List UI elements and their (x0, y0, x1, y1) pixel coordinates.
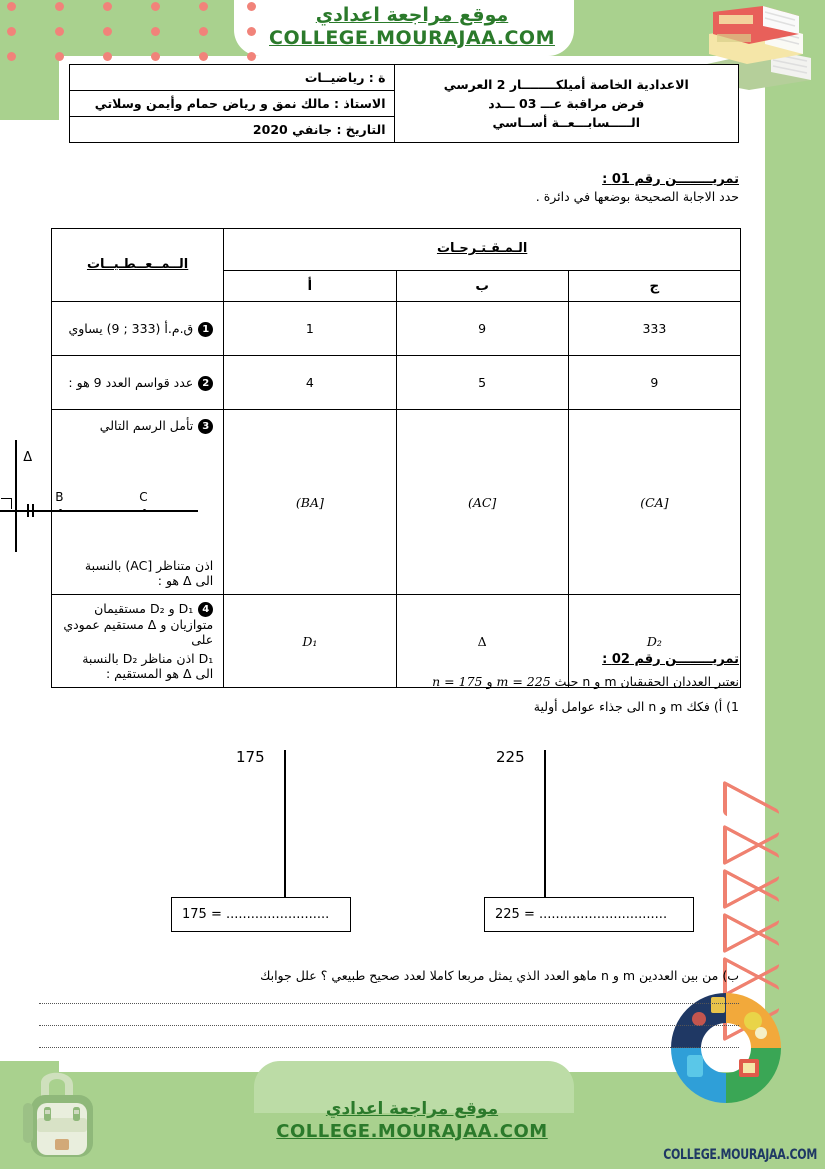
ex2-given-text: نعتبر العددان الحقيقيان m و n حيث (555, 674, 740, 689)
decorative-dot (248, 52, 257, 61)
exam-type-line2: الـــــسابـــعــة أســاسي (493, 115, 642, 130)
q3-question-text: تأمل الرسم التالي (100, 418, 195, 433)
tick-mark-3 (28, 504, 30, 517)
table-row (53, 356, 742, 410)
science-circle-icon (668, 989, 786, 1107)
site-banner (0, 4, 826, 50)
q1-option-b[interactable]: 9 (397, 302, 569, 356)
answer-rule-line-1[interactable] (40, 1003, 740, 1004)
exam-type-line1: فرض مراقبة عـــ 03 ـــدد (489, 96, 646, 111)
q2-question-text: عدد قواسم العدد 9 هو : (69, 374, 195, 390)
exercise-2-part-a: 1) أ) فكك m و n الى جذاء عوامل أولية (534, 699, 740, 714)
exercise-2-heading (340, 652, 740, 714)
exercise-1-instruction: حدد الاجابة الصحيحة بوضعها في دائرة . (536, 189, 740, 204)
table-row (71, 65, 740, 91)
factor-tree-225 (485, 748, 615, 898)
column-letter-j: ج (569, 271, 741, 302)
q4-option-a[interactable]: D₁ (225, 595, 397, 688)
q3-question-cell (24, 410, 225, 595)
ex2-value-n: n = 175 (433, 674, 484, 689)
exercise-2-statement (340, 672, 740, 692)
answer-box-225[interactable]: 225 = ............................... (485, 897, 695, 932)
q1-question-text: ق.م.أ (333 ; 9) يساوي (69, 320, 195, 336)
delta-vertical-line (16, 440, 18, 552)
delta-label: Δ (24, 450, 34, 465)
exam-header-table (70, 64, 740, 143)
ex2-value-m: m = 225 (497, 674, 552, 689)
answer-rule-line-3[interactable] (40, 1047, 740, 1048)
date-cell: التاريخ : جانفي 2020 (71, 117, 396, 143)
horizontal-line (0, 510, 199, 512)
q3-option-j[interactable]: [CA) (569, 410, 741, 595)
q4-number-badge: 4 (199, 602, 214, 617)
answer-rule-line-2[interactable] (40, 1025, 740, 1026)
exercise-1-title: تمريــــــــن رقم 01 : (603, 172, 740, 187)
q3-followup-text: اذن متناظر [AC) بالنسبة الى Δ هو : (85, 558, 215, 588)
banner-arabic-text: موقع مراجعة اعدادي (316, 4, 510, 26)
right-angle-mark (2, 498, 13, 509)
decorative-dot (56, 52, 65, 61)
exercise-2-title: تمريــــــــن رقم 02 : (603, 652, 740, 667)
point-b-label: B (56, 490, 65, 504)
decorative-dot (200, 52, 209, 61)
q3-number-badge: 3 (199, 419, 214, 434)
school-name: الاعدادية الخاصة أميلكــــــــار 2 العرسي (444, 77, 690, 92)
tick-mark-4 (33, 504, 35, 517)
subject-cell: ة : رياضيــات (71, 65, 396, 91)
q4-line1-row (63, 601, 214, 647)
corner-watermark-url: COLLEGE.MOURAJAA.COM (664, 1146, 818, 1163)
table-row (53, 410, 742, 595)
q4-option-b[interactable]: Δ (397, 595, 569, 688)
column-letter-b: ب (397, 271, 569, 302)
q4-question-line2: D₁ اذن مناظر D₂ بالنسبة الى Δ هو المستقيم : (83, 651, 215, 681)
q4-option-j[interactable]: D₂ (569, 595, 741, 688)
banner-url-text: COLLEGE.MOURAJAA.COM (270, 27, 556, 49)
decorative-dot (152, 52, 161, 61)
q3-prompt-row (63, 418, 214, 434)
factor-tree-175 (175, 748, 305, 898)
q1-option-a[interactable]: 1 (225, 302, 397, 356)
data-header: الــمــعــطـيــات (53, 229, 225, 302)
proposals-header: الـمـقـتـرحـات (225, 229, 742, 271)
exercise-2-part-b: ب) من بين العددين m و n ماهو العدد الذي يمثل مربعا كاملا لعدد صحيح طبيعي ؟ علل جوابك (261, 968, 740, 983)
factor-tree-225-divider (545, 750, 547, 898)
q1-question-cell (53, 302, 225, 356)
footer-branding (0, 1098, 826, 1143)
school-info-cell (395, 65, 740, 143)
table-row (53, 302, 742, 356)
column-letter-a: أ (225, 271, 397, 302)
factor-tree-175-number: 175 (237, 748, 266, 766)
q4-question-cell (53, 595, 225, 688)
teacher-cell: الاستاذ : مالك نمق و رياض حمام وأيمن وسلاتي (71, 91, 396, 117)
q2-option-b[interactable]: 5 (397, 356, 569, 410)
q1-number-badge: 1 (199, 322, 214, 337)
footer-arabic-text: موقع مراجعة اعدادي (326, 1099, 500, 1119)
geometry-figure (0, 436, 214, 554)
table-header-row (53, 229, 742, 271)
q1-option-j[interactable]: 333 (569, 302, 741, 356)
q2-option-a[interactable]: 4 (225, 356, 397, 410)
exercise-1-heading (395, 172, 740, 204)
q2-question-cell (53, 356, 225, 410)
decorative-dot (104, 52, 113, 61)
q4-question-line1: D₁ و D₂ مستقيمان متوازيان و Δ مستقيم عمودي على (64, 601, 215, 647)
q3-option-b[interactable]: [AC) (397, 410, 569, 595)
mcq-table (24, 228, 742, 688)
factor-tree-175-divider (285, 750, 287, 898)
q2-number-badge: 2 (199, 376, 214, 391)
point-c-label: C (140, 490, 149, 504)
answer-box-175[interactable]: 175 = ......................... (172, 897, 352, 932)
ex2-conjunction: و (487, 674, 494, 689)
factor-tree-225-number: 225 (497, 748, 526, 766)
decorative-dot (8, 52, 17, 61)
footer-url-text: COLLEGE.MOURAJAA.COM (277, 1121, 549, 1142)
q2-option-j[interactable]: 9 (569, 356, 741, 410)
q3-option-a[interactable]: [BA) (225, 410, 397, 595)
